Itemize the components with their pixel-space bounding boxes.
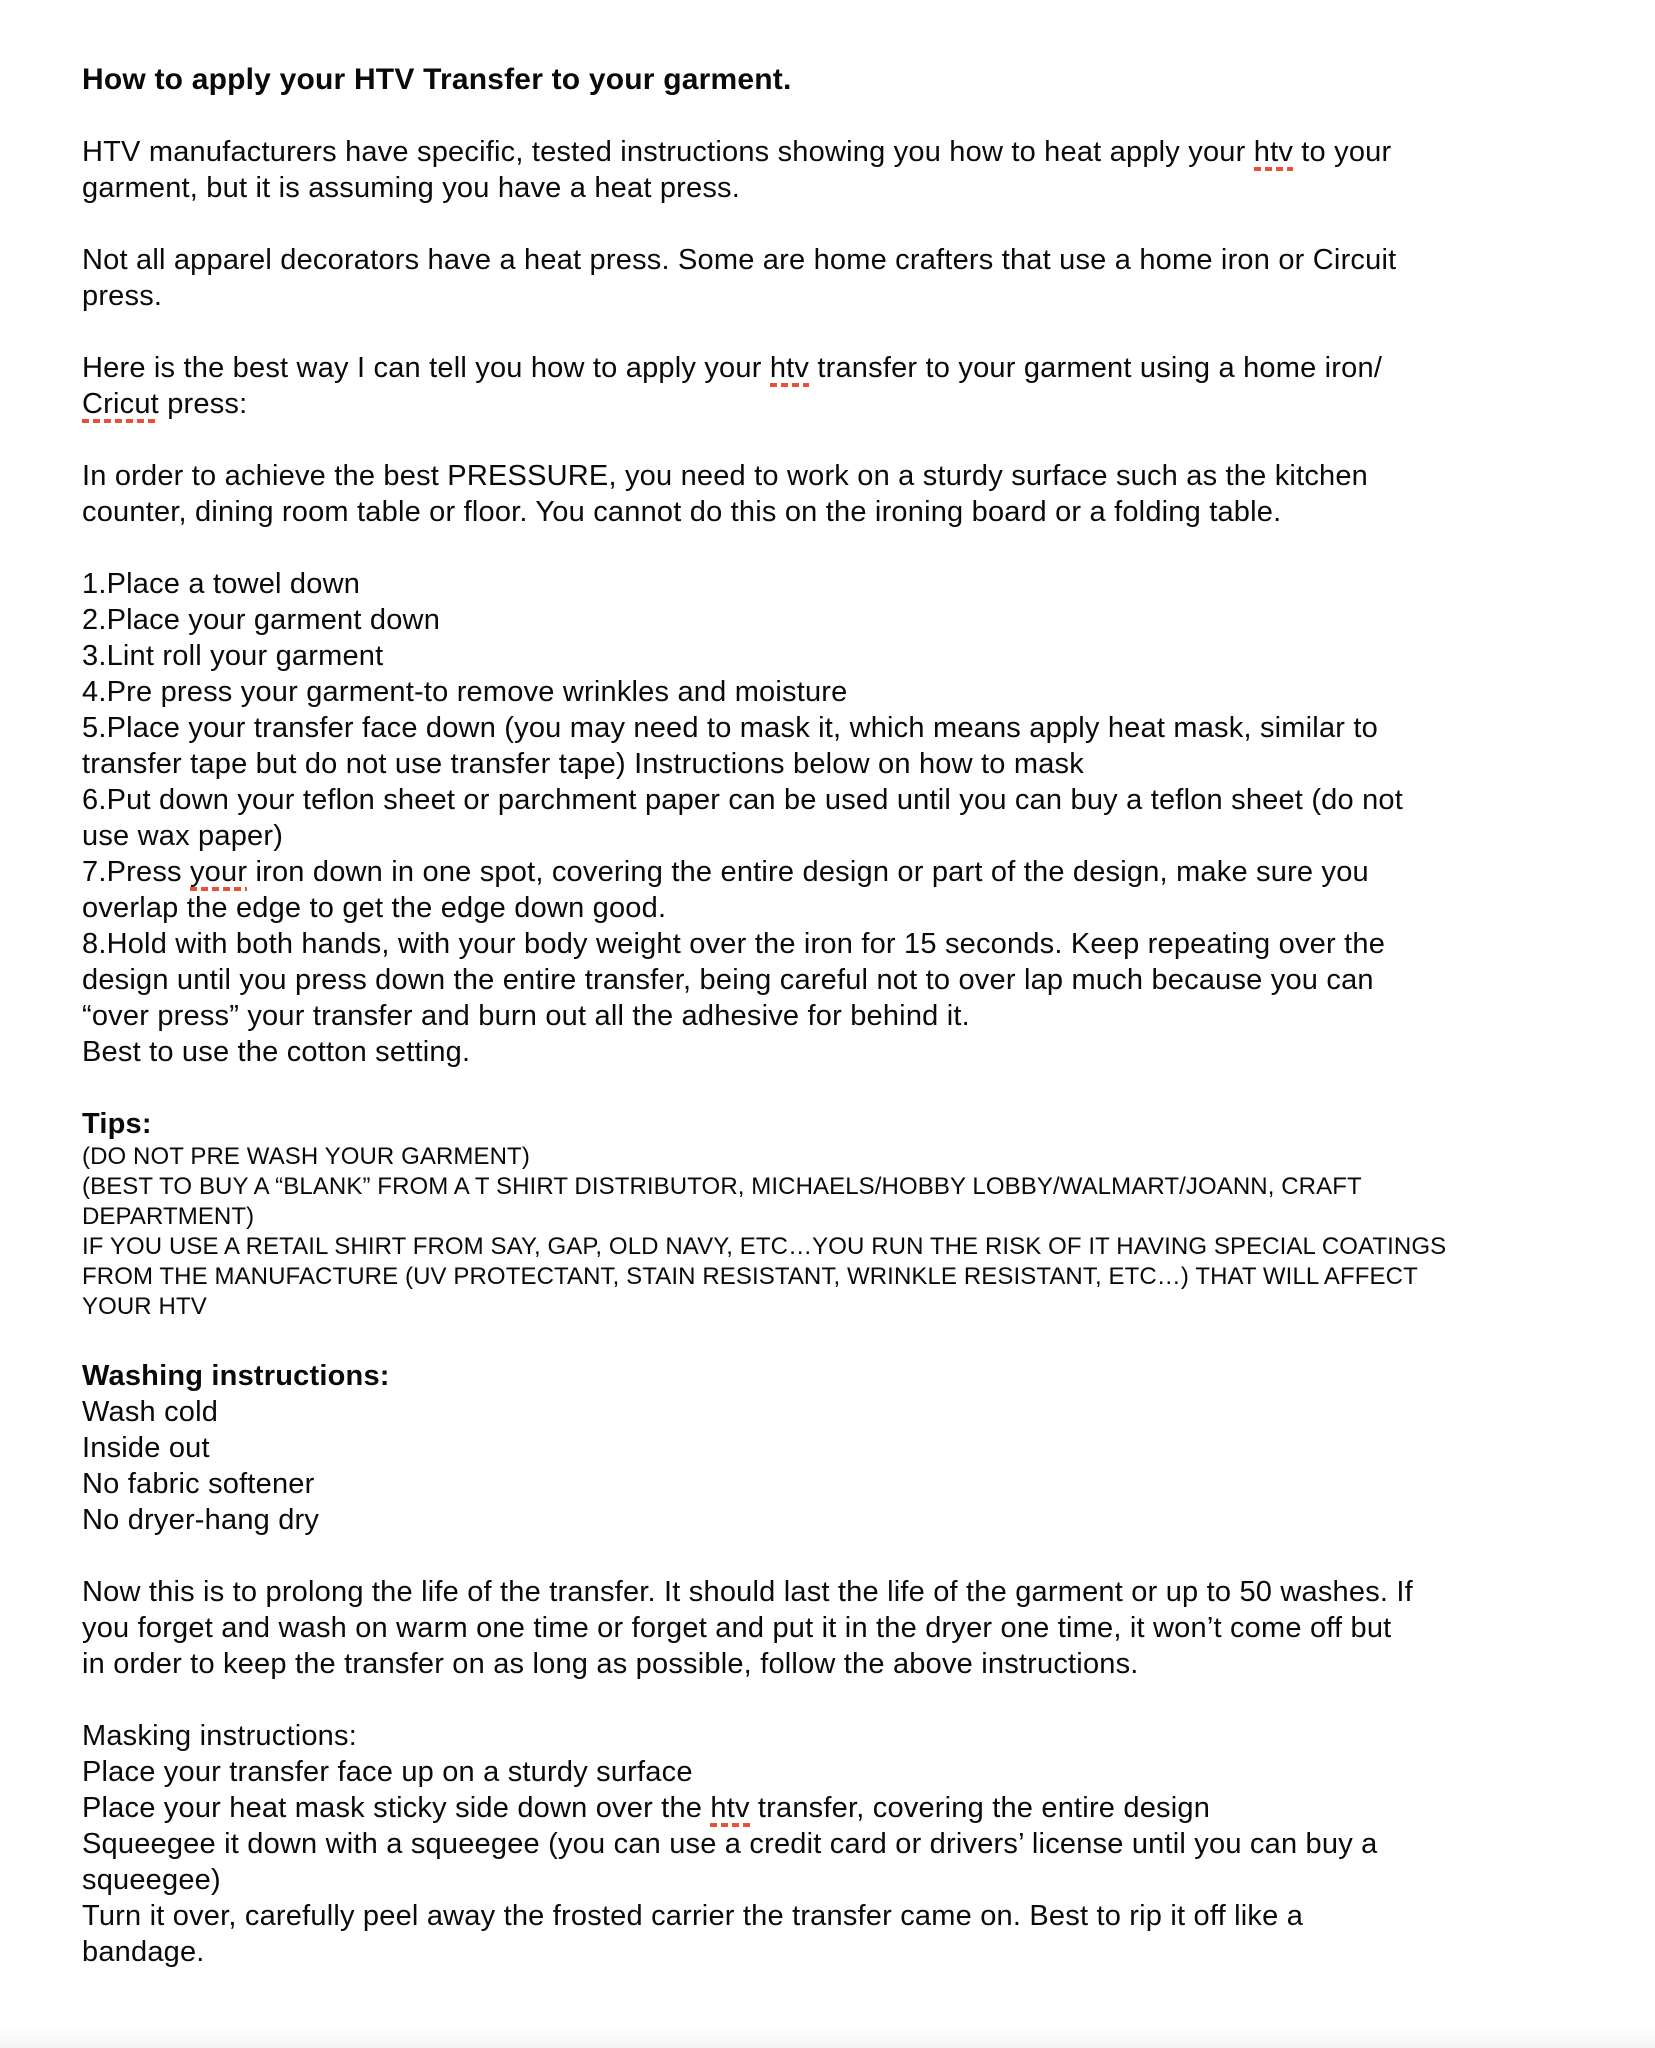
text-segment: Masking instructions: bbox=[82, 1720, 357, 1752]
text-segment: squeegee) bbox=[82, 1864, 221, 1896]
text-line bbox=[82, 1232, 1582, 1262]
text-segment: iron down in one spot, covering the entire design or part of the design, make sure you bbox=[247, 856, 1369, 888]
text-segment: press: bbox=[158, 388, 248, 420]
text-line bbox=[82, 1826, 1582, 1862]
text-line bbox=[82, 566, 1582, 602]
tips-notes bbox=[82, 1142, 1582, 1322]
text-line bbox=[82, 1610, 1582, 1646]
text-segment: to your bbox=[1293, 136, 1392, 168]
text-line bbox=[82, 746, 1582, 782]
text-line bbox=[82, 710, 1582, 746]
text-segment: No fabric softener bbox=[82, 1468, 315, 1500]
text-line bbox=[82, 854, 1582, 890]
text-line bbox=[82, 170, 1582, 206]
text-segment: Inside out bbox=[82, 1432, 210, 1464]
text-line bbox=[82, 602, 1582, 638]
text-segment: 7.Press bbox=[82, 856, 190, 888]
washing-heading bbox=[82, 1358, 1582, 1394]
text-line bbox=[82, 134, 1582, 170]
tips-heading bbox=[82, 1106, 1582, 1142]
blank-line bbox=[82, 314, 1582, 350]
text-segment: No dryer-hang dry bbox=[82, 1504, 320, 1536]
text-line bbox=[82, 1754, 1582, 1790]
text-line bbox=[82, 638, 1582, 674]
text-line bbox=[82, 1106, 1582, 1142]
text-line bbox=[82, 1790, 1582, 1826]
text-segment: Best to use the cotton setting. bbox=[82, 1036, 471, 1068]
blank-line bbox=[82, 1322, 1582, 1358]
text-line bbox=[82, 926, 1582, 962]
text-segment: 6.Put down your teflon sheet or parchment paper can be used until you can buy a teflon sheet (do not bbox=[82, 784, 1404, 816]
text-segment: (DO NOT PRE WASH YOUR GARMENT) bbox=[82, 1143, 530, 1170]
text-line bbox=[82, 1466, 1582, 1502]
text-segment: counter, dining room table or floor. You cannot do this on the ironing board or a folding table. bbox=[82, 496, 1282, 528]
text-line bbox=[82, 1718, 1582, 1754]
text-line bbox=[82, 386, 1582, 422]
washing-list bbox=[82, 1394, 1582, 1538]
text-line bbox=[82, 890, 1582, 926]
text-line bbox=[82, 1862, 1582, 1898]
text-segment: YOUR HTV bbox=[82, 1293, 207, 1320]
text-segment: bandage. bbox=[82, 1936, 205, 1968]
steps-list bbox=[82, 566, 1582, 1070]
text-segment: How to apply your HTV Transfer to your garment. bbox=[82, 63, 792, 96]
text-line bbox=[82, 278, 1582, 314]
text-segment: transfer to your garment using a home iron/ bbox=[809, 352, 1383, 384]
text-segment: HTV manufacturers have specific, tested instructions showing you how to heat apply your bbox=[82, 136, 1254, 168]
text-line bbox=[82, 1502, 1582, 1538]
text-line bbox=[82, 1034, 1582, 1070]
text-line bbox=[82, 674, 1582, 710]
text-segment: 5.Place your transfer face down (you may need to mask it, which means apply heat mask, similar to bbox=[82, 712, 1378, 744]
misspelled-word: htv bbox=[710, 1792, 749, 1827]
text-line bbox=[82, 782, 1582, 818]
text-line bbox=[82, 1358, 1582, 1394]
text-line bbox=[82, 1172, 1582, 1202]
prolong-paragraph bbox=[82, 1574, 1582, 1682]
text-segment: 2.Place your garment down bbox=[82, 604, 441, 636]
decorators-paragraph bbox=[82, 242, 1582, 314]
text-segment: you forget and wash on warm one time or forget and put it in the dryer one time, it won’t come off but bbox=[82, 1612, 1392, 1644]
text-segment: 1.Place a towel down bbox=[82, 568, 361, 600]
blank-line bbox=[82, 206, 1582, 242]
misspelled-word: Cricut bbox=[82, 388, 159, 423]
text-segment: Squeegee it down with a squeegee (you can use a credit card or drivers’ license until you can buy a bbox=[82, 1828, 1378, 1860]
text-segment: Wash cold bbox=[82, 1396, 219, 1428]
text-segment: Tips: bbox=[82, 1108, 152, 1140]
text-segment: press. bbox=[82, 280, 163, 312]
text-line bbox=[82, 1646, 1582, 1682]
intro-paragraph bbox=[82, 134, 1582, 206]
text-segment: (BEST TO BUY A “BLANK” FROM A T SHIRT DISTRIBUTOR, MICHAELS/HOBBY LOBBY/WALMART/JOANN, CRAFT bbox=[82, 1173, 1362, 1200]
text-line bbox=[82, 1394, 1582, 1430]
text-line bbox=[82, 818, 1582, 854]
text-segment: transfer tape but do not use transfer tape) Instructions below on how to mask bbox=[82, 748, 1084, 780]
text-segment: garment, but it is assuming you have a heat press. bbox=[82, 172, 741, 204]
best-way-paragraph bbox=[82, 350, 1582, 422]
text-segment: Not all apparel decorators have a heat press. Some are home crafters that use a home iron or Circuit bbox=[82, 244, 1397, 276]
text-line bbox=[82, 962, 1582, 998]
text-segment: overlap the edge to get the edge down good. bbox=[82, 892, 667, 924]
text-segment: 8.Hold with both hands, with your body weight over the iron for 15 seconds. Keep repeating over the bbox=[82, 928, 1386, 960]
text-line bbox=[82, 350, 1582, 386]
bottom-bar bbox=[0, 2029, 1655, 2048]
text-segment: Place your heat mask sticky side down over the bbox=[82, 1792, 711, 1824]
blank-line bbox=[82, 1538, 1582, 1574]
text-line bbox=[82, 1430, 1582, 1466]
text-segment: Here is the best way I can tell you how to apply your bbox=[82, 352, 770, 384]
text-line bbox=[82, 1934, 1582, 1970]
text-line bbox=[82, 1262, 1582, 1292]
text-segment: Now this is to prolong the life of the transfer. It should last the life of the garment or up to 50 washes. If bbox=[82, 1576, 1413, 1608]
misspelled-word: htv bbox=[770, 352, 809, 387]
page-title bbox=[82, 62, 1582, 98]
blank-line bbox=[82, 530, 1582, 566]
text-segment: use wax paper) bbox=[82, 820, 284, 852]
text-segment: DEPARTMENT) bbox=[82, 1203, 255, 1230]
text-segment: 4.Pre press your garment-to remove wrinkles and moisture bbox=[82, 676, 848, 708]
text-segment: Place your transfer face up on a sturdy surface bbox=[82, 1756, 693, 1788]
blank-line bbox=[82, 98, 1582, 134]
blank-line bbox=[82, 1070, 1582, 1106]
blank-line bbox=[82, 1682, 1582, 1718]
text-segment: in order to keep the transfer on as long as possible, follow the above instructions. bbox=[82, 1648, 1139, 1680]
text-segment: FROM THE MANUFACTURE (UV PROTECTANT, STAIN RESISTANT, WRINKLE RESISTANT, ETC…) THAT WILL AFFECT bbox=[82, 1263, 1418, 1290]
masking-section bbox=[82, 1718, 1582, 1970]
text-line bbox=[82, 1142, 1582, 1172]
text-line bbox=[82, 1202, 1582, 1232]
document-body bbox=[82, 62, 1582, 1970]
text-segment: In order to achieve the best PRESSURE, you need to work on a sturdy surface such as the kitchen bbox=[82, 460, 1369, 492]
misspelled-word: your bbox=[190, 856, 247, 891]
blank-line bbox=[82, 422, 1582, 458]
text-line bbox=[82, 62, 1582, 98]
text-line bbox=[82, 242, 1582, 278]
text-line bbox=[82, 458, 1582, 494]
text-segment: Washing instructions: bbox=[82, 1360, 390, 1392]
text-segment: “over press” your transfer and burn out all the adhesive for behind it. bbox=[82, 1000, 970, 1032]
text-line bbox=[82, 1292, 1582, 1322]
text-line bbox=[82, 1574, 1582, 1610]
text-segment: IF YOU USE A RETAIL SHIRT FROM SAY, GAP, OLD NAVY, ETC…YOU RUN THE RISK OF IT HAVING SPECIAL COATINGS bbox=[82, 1233, 1447, 1260]
text-line bbox=[82, 998, 1582, 1034]
text-segment: 3.Lint roll your garment bbox=[82, 640, 384, 672]
text-line bbox=[82, 1898, 1582, 1934]
text-segment: transfer, covering the entire design bbox=[749, 1792, 1211, 1824]
misspelled-word: htv bbox=[1254, 136, 1293, 171]
text-line bbox=[82, 494, 1582, 530]
pressure-paragraph bbox=[82, 458, 1582, 530]
text-segment: Turn it over, carefully peel away the frosted carrier the transfer came on. Best to rip it off like a bbox=[82, 1900, 1304, 1932]
text-segment: design until you press down the entire transfer, being careful not to over lap much because you can bbox=[82, 964, 1374, 996]
